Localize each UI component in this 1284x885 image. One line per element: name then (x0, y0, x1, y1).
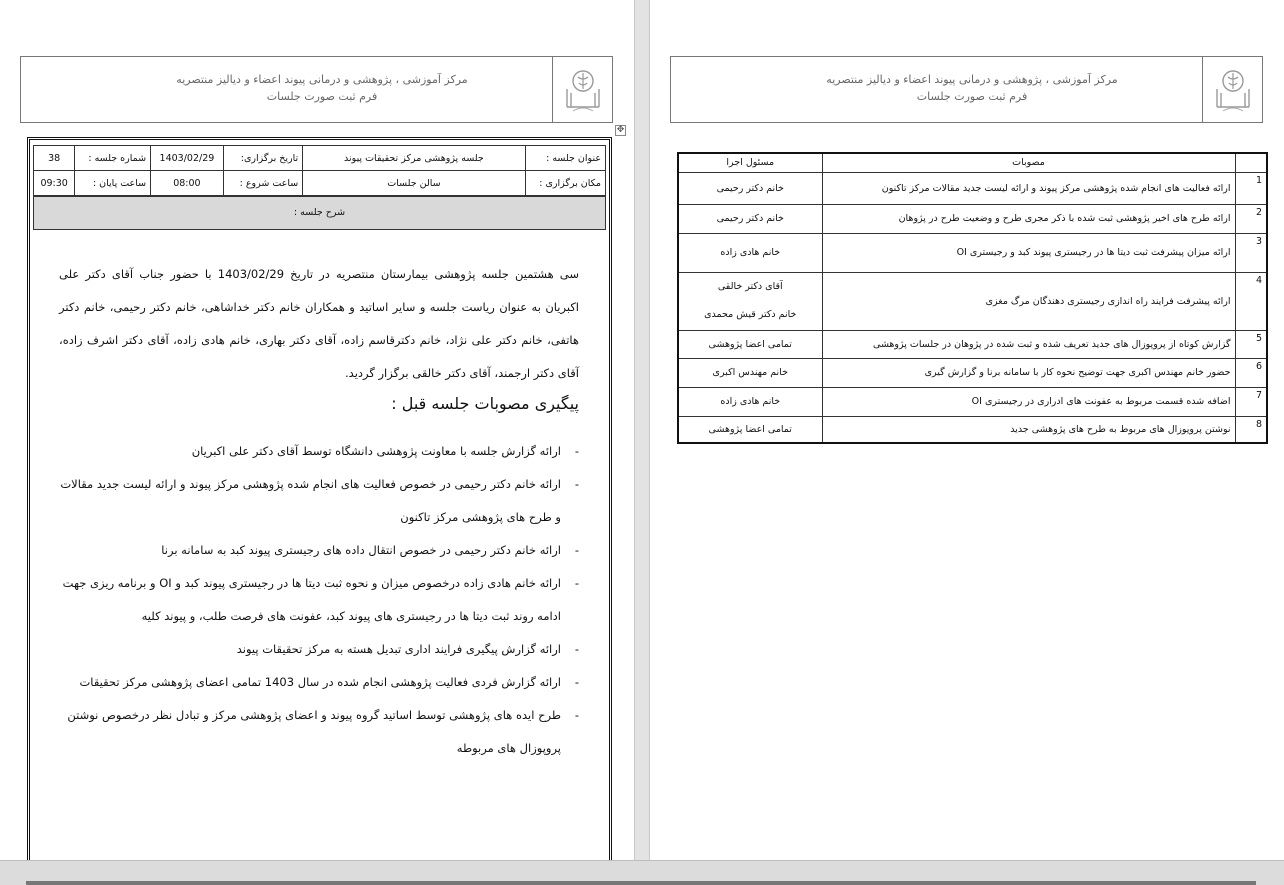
start-value: 08:00 (151, 171, 224, 196)
list-item: - طرح ایده های پژوهشی توسط اساتید گروه پیوند و اعضای پژوهشی مرکز و تبادل نظر درخصوص نوشتن پروپوزال های مربوطه (59, 699, 579, 765)
responsible-name: خانم دکتر قیش محمدی (704, 309, 797, 320)
responsible: خانم دکتر رحیمی (678, 172, 822, 204)
resolution-text: ارائه فعالیت های انجام شده پژوهشی مرکز پیوند و ارائه لیست جدید مقالات مرکز تاکنون (822, 172, 1235, 204)
letterhead (20, 56, 613, 123)
resolution-text: حضور خانم مهندس اکبری جهت توضیح نحوه کار با سامانه برنا و گزارش گیری (822, 358, 1235, 387)
row-number: 7 (1235, 387, 1267, 416)
row-number: 6 (1235, 358, 1267, 387)
resolution-text: گزارش کوتاه از پروپوزال های جدید تعریف شده و ثبت شده در پژوهان در جلسات پژوهشی (822, 330, 1235, 358)
title-value: جلسه پژوهشی مرکز تحقیقات پیوند (303, 146, 525, 171)
row-number: 2 (1235, 204, 1267, 233)
responsible: تمامی اعضا پژوهشی (678, 416, 822, 443)
list-item: - ارائه خانم دکتر رحیمی در خصوص انتقال داده های رجیستری پیوند کبد به سامانه برنا (59, 534, 579, 567)
responsible: تمامی اعضا پژوهشی (678, 330, 822, 358)
resolution-text: اضافه شده قسمت مربوط به عفونت های ادراری در رجیستری OI (822, 387, 1235, 416)
row-number: 1 (1235, 172, 1267, 204)
followup-heading: پیگیری مصوبات جلسه قبل : (391, 394, 579, 413)
table-row (678, 416, 1267, 443)
list-item: - ارائه خانم دکتر رحیمی در خصوص فعالیت های انجام شده پژوهشی مرکز پیوند و ارائه لیست جدید مقالات و طرح های پژوهشی مرکز تاکنون (59, 468, 579, 534)
responsible: خانم هادی زاده (678, 387, 822, 416)
agenda-heading: شرح جلسه : (33, 196, 606, 230)
table-move-handle[interactable]: ✥ (616, 125, 625, 135)
row-number: 4 (1235, 272, 1267, 330)
number-label: شماره جلسه : (75, 146, 151, 171)
start-label: ساعت شروع : (223, 171, 302, 196)
letterhead (670, 56, 1263, 123)
responsible: خانم هادی زاده (678, 233, 822, 272)
page-gutter (634, 0, 650, 860)
meeting-info-table (33, 145, 606, 196)
table-row (678, 172, 1267, 204)
table-row (678, 387, 1267, 416)
horizontal-scrollbar[interactable] (0, 860, 1284, 885)
resolution-text: ارائه میزان پیشرفت ثبت دیتا ها در رجیستری پیوند کبد و رجیستری OI (822, 233, 1235, 272)
list-item: - ارائه گزارش پیگیری فرایند اداری تبدیل هسته به مرکز تحقیقات پیوند (59, 633, 579, 666)
end-value: 09:30 (34, 171, 75, 196)
list-item: - ارائه گزارش فردی فعالیت پژوهشی انجام شده در سال 1403 تمامی اعضای پژوهشی مرکز تحقیقات (59, 666, 579, 699)
form-name: فرم ثبت صورت جلسات (266, 90, 378, 103)
responsible-name: آقای دکتر خالقی (717, 281, 783, 292)
number-value: 38 (34, 146, 75, 171)
col-responsible: مسئول اجرا (678, 153, 822, 172)
row-number: 5 (1235, 330, 1267, 358)
date-label: تاریخ برگزاری: (223, 146, 302, 171)
table-row (678, 204, 1267, 233)
table-row (678, 272, 1267, 330)
university-logo (1202, 57, 1262, 122)
resolution-text: نوشتن پروپوزال های مربوط به طرح های پژوهشی جدید (822, 416, 1235, 443)
list-item: - ارائه گزارش جلسه با معاونت پژوهشی دانشگاه توسط آقای دکتر علی اکبریان (59, 435, 579, 468)
responsible: خانم مهندس اکبری (678, 358, 822, 387)
scrollbar-thumb[interactable] (26, 881, 1256, 885)
meeting-intro-paragraph: سی هشتمین جلسه پژوهشی بیمارستان منتصریه در تاریخ 1403/02/29 با حضور جناب آقای دکتر علی اکبریان به عنوان ریاست جلسه و سایر اساتید و همکاران خانم دکتر خداشاهی، خانم دکتر رحیمی، خانم دکتر هاتفی، خانم دکتر علی نژاد، خانم دکترقاسم زاده، آقای دکتر بهاری، خانم هادی زاده، آقای دکتر اشرف زاده، آقای دکتر ارجمند، آقای دکتر خالقی برگزار گردید. (59, 267, 579, 380)
document-page-right (650, 0, 1284, 860)
minutes-frame (27, 137, 612, 860)
col-number (1235, 153, 1267, 172)
center-name: مرکز آموزشی ، پژوهشی و درمانی پیوند اعضاء و دیالیز منتصریه (176, 73, 468, 86)
title-label: عنوان جلسه : (525, 146, 605, 171)
location-value: سالن جلسات (303, 171, 525, 196)
document-page-left (0, 0, 634, 860)
resolutions-table (677, 152, 1268, 444)
table-row (678, 358, 1267, 387)
followup-list (59, 435, 579, 765)
location-label: مکان برگزاری : (525, 171, 605, 196)
resolution-text: ارائه طرح های اخیر پژوهشی ثبت شده با ذکر مجری طرح و وضعیت طرح در پژوهان (822, 204, 1235, 233)
table-row (678, 330, 1267, 358)
col-resolution: مصوبات (822, 153, 1235, 172)
responsible: خانم دکتر رحیمی (678, 204, 822, 233)
row-number: 3 (1235, 233, 1267, 272)
row-number: 8 (1235, 416, 1267, 443)
university-logo (552, 57, 612, 122)
responsible (678, 272, 822, 330)
resolution-text: ارائه پیشرفت فرایند راه اندازی رجیستری دهندگان مرگ مغزی (822, 272, 1235, 330)
date-value: 1403/02/29 (151, 146, 224, 171)
end-label: ساعت پایان : (75, 171, 151, 196)
list-item: - ارائه خانم هادی زاده درخصوص میزان و نحوه ثبت دیتا ها در رجیستری پیوند کبد و OI و برنامه ریزی جهت ادامه روند ثبت دیتا ها در رجیستری های پیوند کبد، عفونت های فرصت طلب، و پیوند کلیه (59, 567, 579, 633)
center-name: مرکز آموزشی ، پژوهشی و درمانی پیوند اعضاء و دیالیز منتصریه (826, 73, 1118, 86)
table-row (678, 233, 1267, 272)
form-name: فرم ثبت صورت جلسات (916, 90, 1028, 103)
